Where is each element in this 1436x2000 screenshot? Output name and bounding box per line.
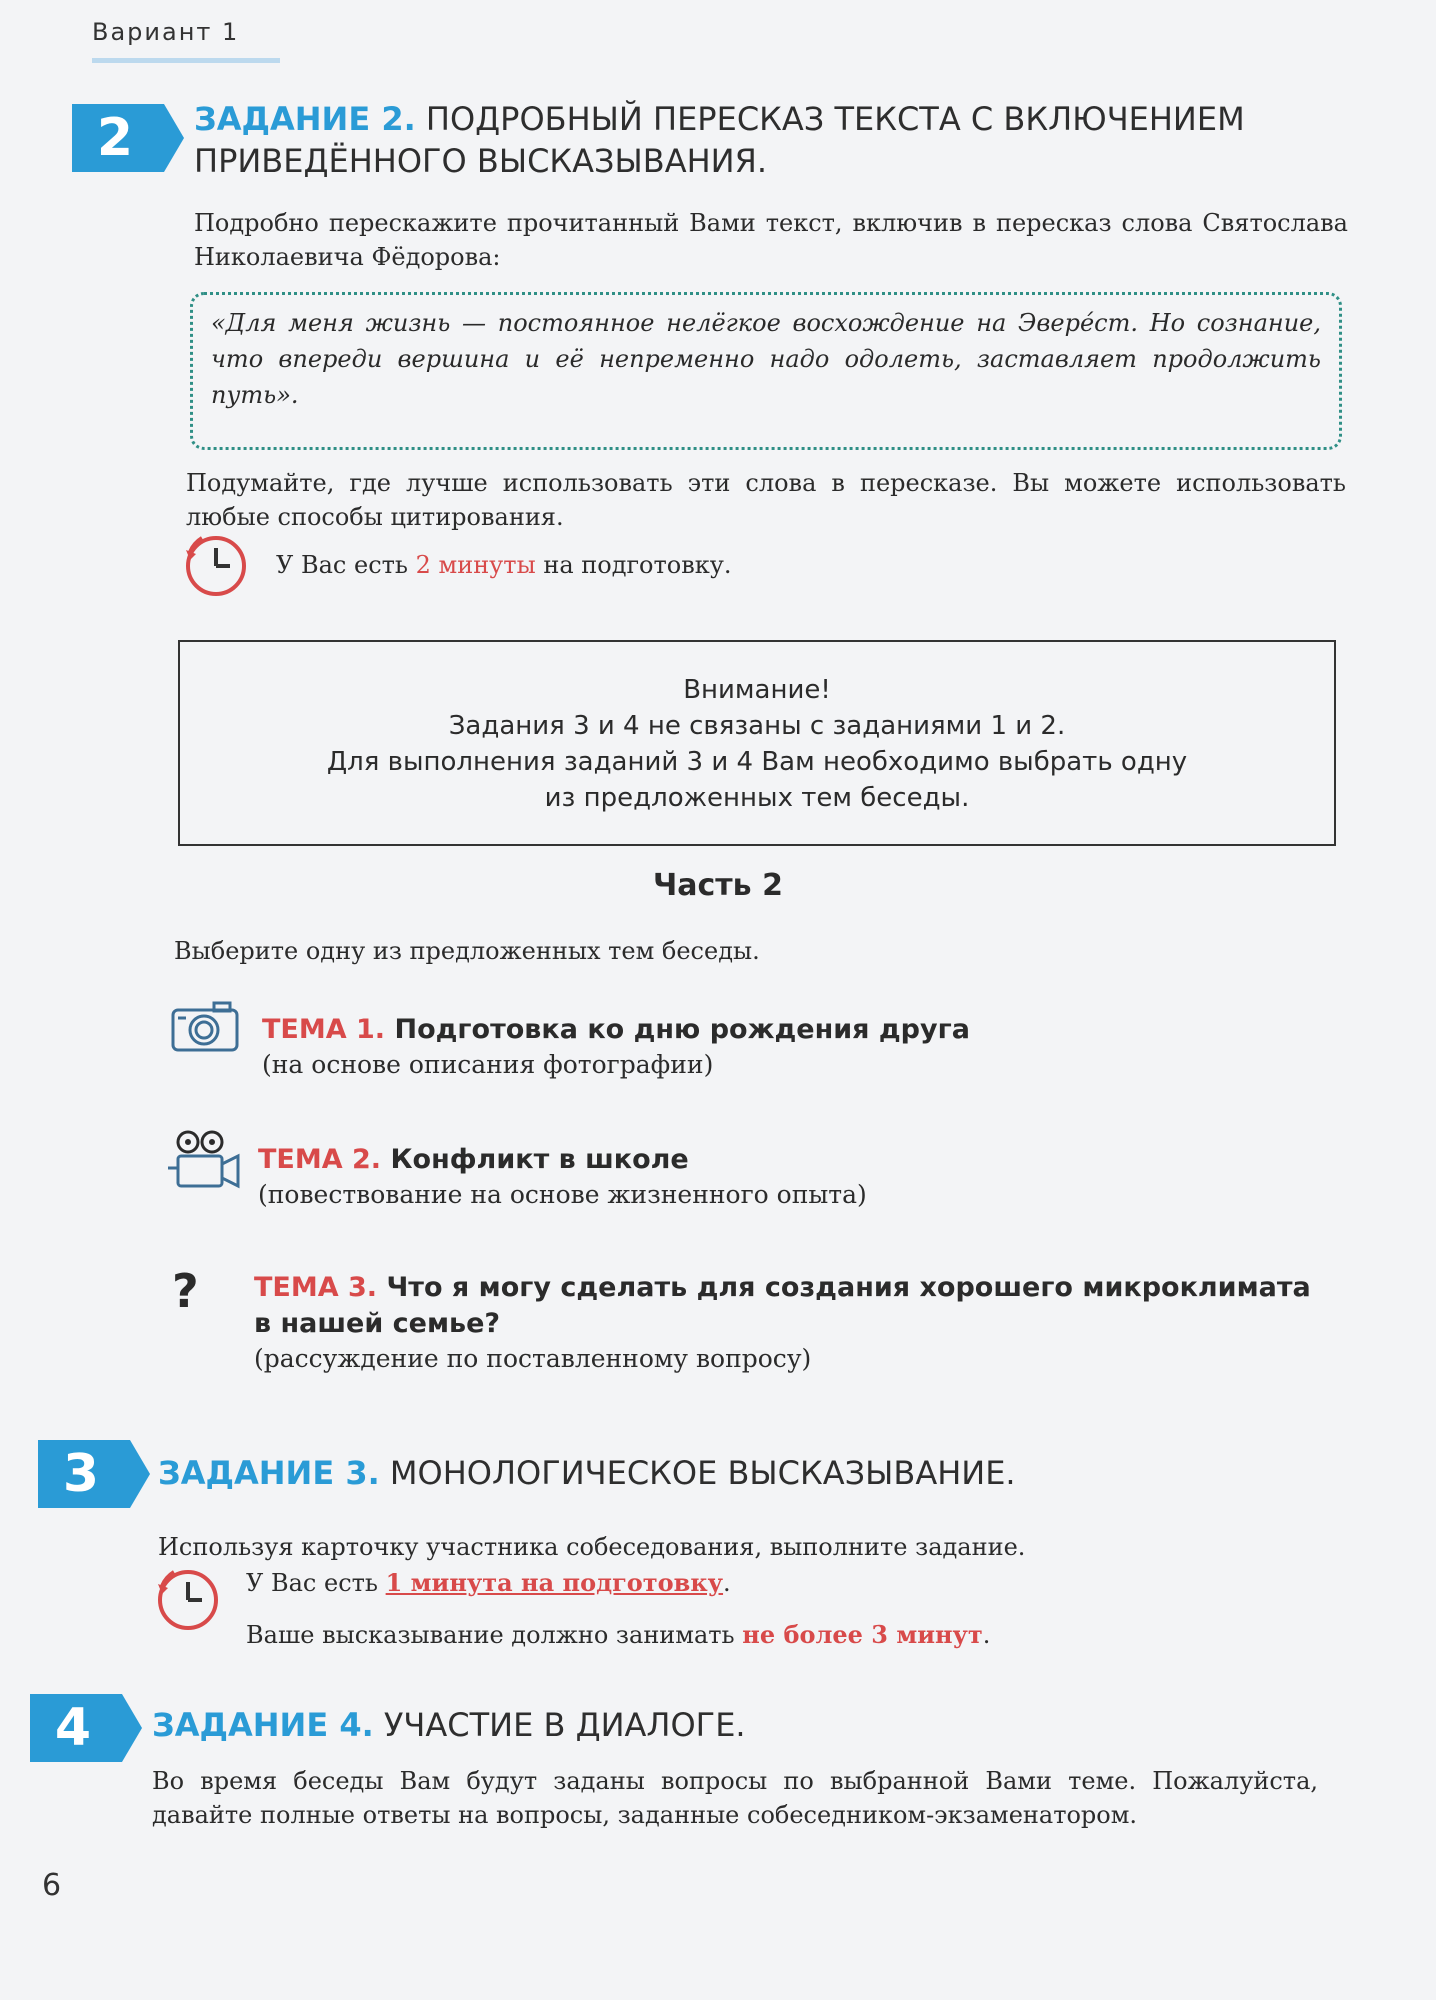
part2-title: Часть 2 <box>653 868 783 903</box>
attention-box <box>178 640 1336 846</box>
task4-title: УЧАСТИЕ В ДИАЛОГЕ. <box>383 1706 746 1744</box>
clock-icon-2 <box>152 1564 222 1638</box>
attention-title: Внимание! <box>683 675 831 705</box>
attention-line1: Задания 3 и 4 не связаны с заданиями 1 и 2. <box>448 711 1066 741</box>
topic-1-label: ТЕМА 1. <box>262 1014 386 1045</box>
task2-hint: Подумайте, где лучше использовать эти слова в пересказе. Вы можете использовать любые способы цитирования. <box>186 469 1346 531</box>
task3-number-badge: 3 <box>38 1440 150 1508</box>
task2-number-badge: 2 <box>72 104 184 172</box>
quote-text: «Для меня жизнь — постоянное нелёгкое восхождение на Эверéст. Но сознание, что впереди вершина и её непременно надо одолеть, заставляет продолжить путь». <box>211 309 1321 409</box>
topic-1-title: Подготовка ко дню рождения друга <box>394 1014 970 1045</box>
topic-2-title: Конфликт в школе <box>390 1144 689 1175</box>
topic-2-label: ТЕМА 2. <box>258 1144 382 1175</box>
task3-heading <box>158 1452 1358 1494</box>
attention-line3: из предложенных тем беседы. <box>544 783 970 813</box>
task2-time: У Вас есть 2 минуты на подготовку. <box>276 551 732 579</box>
task3-time-value: 1 минута на подготовку <box>385 1568 724 1597</box>
task2-heading <box>194 98 1344 182</box>
task4-heading <box>152 1704 1352 1746</box>
topic-1[interactable] <box>262 1012 1362 1082</box>
page-number: 6 <box>42 1868 62 1903</box>
variant-underline <box>92 58 280 63</box>
task2-time-value: 2 минуты <box>415 551 536 579</box>
task3-title: МОНОЛОГИЧЕСКОЕ ВЫСКАЗЫВАНИЕ. <box>389 1454 1016 1492</box>
topic-2[interactable] <box>258 1142 1358 1212</box>
task2-intro: Подробно перескажите прочитанный Вами текст, включив в пересказ слова Святослава Николаевича Фёдорова: <box>194 209 1348 271</box>
task3-time: У Вас есть 1 минута на подготовку. <box>246 1568 731 1597</box>
camera-icon <box>170 1000 240 1058</box>
attention-line2: Для выполнения заданий 3 и 4 Вам необходимо выбрать одну <box>326 747 1188 777</box>
task4-number-badge: 4 <box>30 1694 142 1762</box>
clock-icon <box>180 530 250 604</box>
topic-3-title: Что я могу сделать для создания хорошего микроклимата <box>386 1272 1311 1303</box>
part2-instruction: Выберите одну из предложенных тем беседы. <box>174 937 760 965</box>
task3-intro: Используя карточку участника собеседования, выполните задание. <box>158 1533 1026 1561</box>
topic-3[interactable] <box>254 1270 1374 1376</box>
task3-limit: Ваше высказывание должно занимать не более 3 минут. <box>246 1620 991 1649</box>
movie-camera-icon <box>166 1128 246 1196</box>
task2-title-line2: ПРИВЕДЁННОГО ВЫСКАЗЫВАНИЯ. <box>194 142 768 180</box>
task2-title-line1: ПОДРОБНЫЙ ПЕРЕСКАЗ ТЕКСТА С ВКЛЮЧЕНИЕМ <box>425 100 1245 138</box>
task4-label: ЗАДАНИЕ 4. <box>152 1706 374 1744</box>
topic-1-subtitle: (на основе описания фотографии) <box>262 1050 714 1079</box>
task3-label: ЗАДАНИЕ 3. <box>158 1454 380 1492</box>
variant-label: Вариант 1 <box>92 18 240 46</box>
topic-3-subtitle: (рассуждение по поставленному вопросу) <box>254 1344 812 1373</box>
task3-limit-value: не более 3 минут <box>742 1620 983 1649</box>
topic-2-subtitle: (повествование на основе жизненного опыта) <box>258 1180 867 1209</box>
question-icon: ? <box>172 1264 199 1318</box>
topic-3-title-line2: в нашей семье? <box>254 1308 501 1339</box>
quote-box <box>190 292 1342 450</box>
topic-3-label: ТЕМА 3. <box>254 1272 378 1303</box>
task4-text: Во время беседы Вам будут заданы вопросы по выбранной Вами теме. Пожалуйста, давайте полные ответы на вопросы, заданные собеседником-экзаменатором. <box>152 1767 1318 1829</box>
task2-label: ЗАДАНИЕ 2. <box>194 100 416 138</box>
